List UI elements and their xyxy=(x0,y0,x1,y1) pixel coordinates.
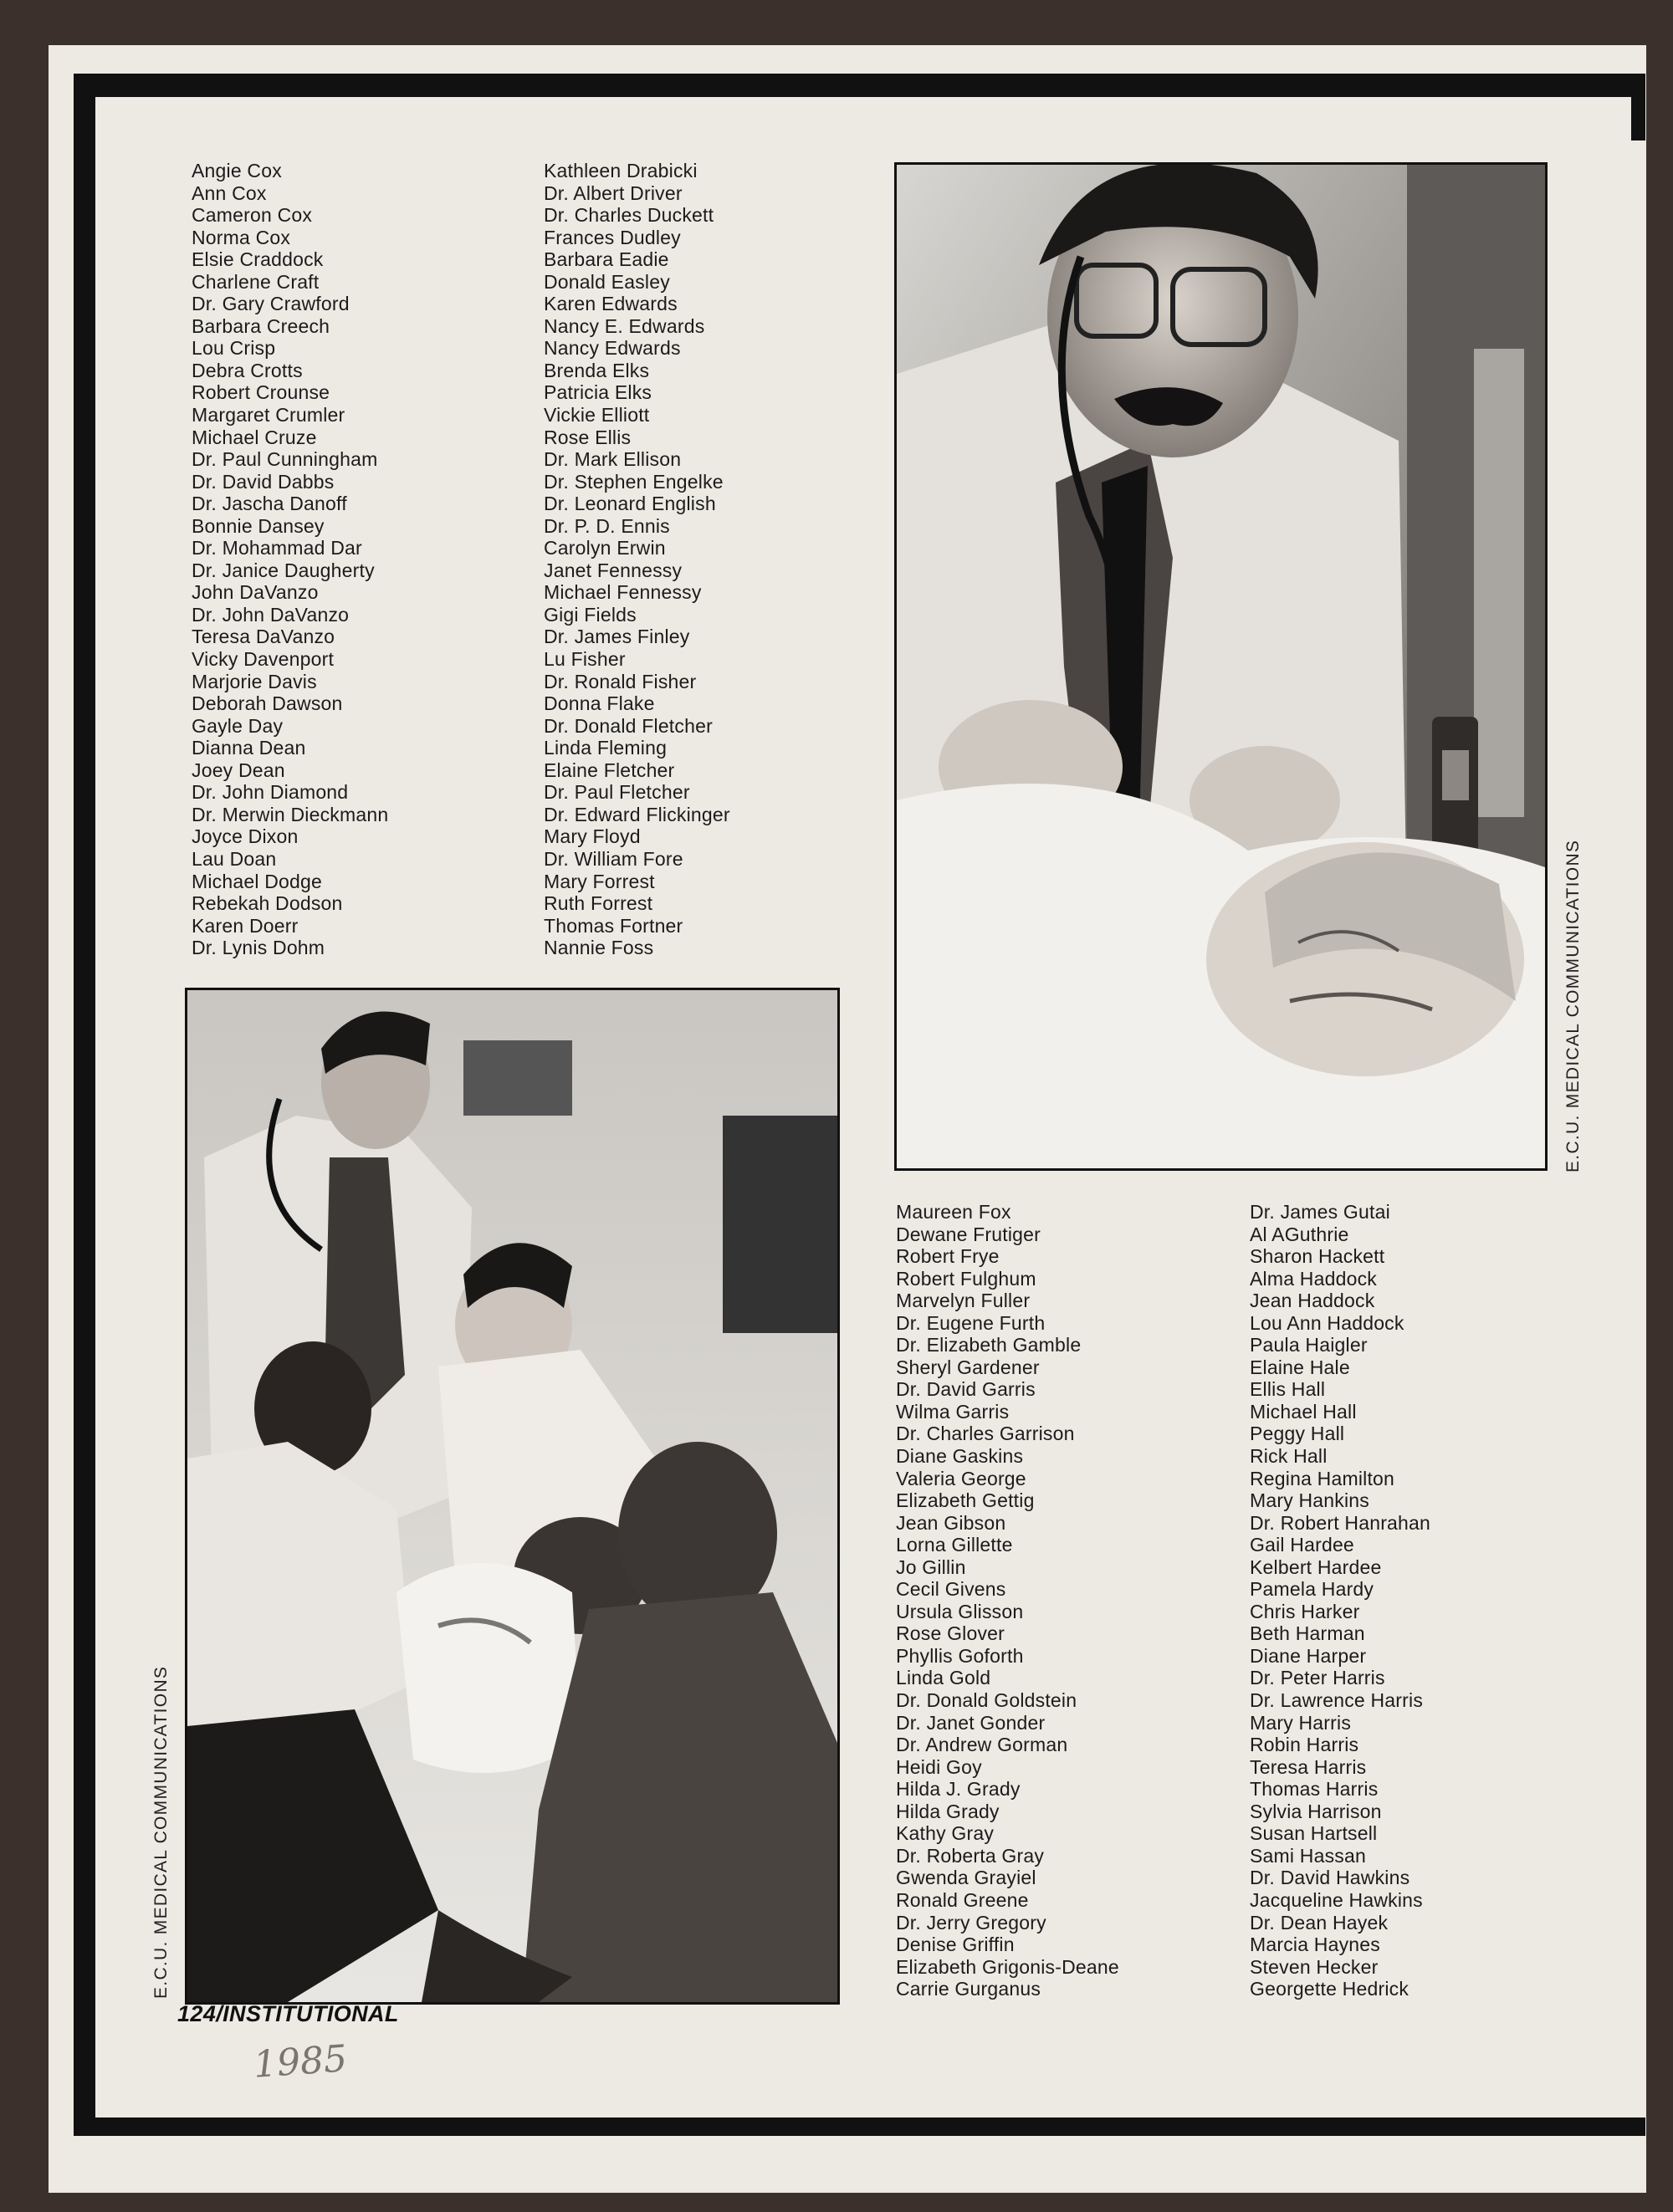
page-border-left xyxy=(74,74,95,2124)
name-entry: Dr. Andrew Gorman xyxy=(896,1734,1068,1756)
name-entry: Dr. Mark Ellison xyxy=(544,448,682,471)
name-entry: Janet Fennessy xyxy=(544,559,683,581)
name-entry: Michael Fennessy xyxy=(544,581,702,604)
name-entry: Sylvia Harrison xyxy=(1250,1800,1382,1822)
name-entry: Barbara Creech xyxy=(192,314,330,337)
photo-medical-team-with-infant xyxy=(185,988,840,2005)
name-entry: Bonnie Dansey xyxy=(192,514,325,537)
name-entry: Robert Frye xyxy=(896,1245,1000,1268)
name-entry: Dr. Albert Driver xyxy=(544,181,683,204)
name-entry: Elizabeth Grigonis-Deane xyxy=(896,1955,1119,1978)
name-entry: Pamela Hardy xyxy=(1250,1578,1374,1601)
name-entry: Dr. Jascha Danoff xyxy=(192,493,347,515)
name-entry: Beth Harman xyxy=(1250,1622,1365,1645)
name-entry: Patricia Elks xyxy=(544,381,652,404)
name-entry: Michael Cruze xyxy=(192,426,317,448)
name-entry: Rose Glover xyxy=(896,1622,1005,1645)
name-entry: Dewane Frutiger xyxy=(896,1223,1041,1245)
name-entry: Dr. Merwin Dieckmann xyxy=(192,803,389,825)
name-entry: Georgette Hedrick xyxy=(1250,1978,1410,2000)
name-entry: Dr. David Garris xyxy=(896,1378,1036,1401)
name-entry: Al AGuthrie xyxy=(1250,1223,1349,1245)
name-entry: Dr. Peter Harris xyxy=(1250,1667,1385,1689)
names-column-1 xyxy=(192,160,388,959)
name-entry: Dr. Stephen Engelke xyxy=(544,470,724,493)
name-entry: Carolyn Erwin xyxy=(544,537,666,559)
name-entry: Frances Dudley xyxy=(544,226,681,248)
name-entry: Dr. Dean Hayek xyxy=(1250,1911,1389,1934)
name-entry: Gigi Fields xyxy=(544,603,637,626)
name-entry: Dr. Lawrence Harris xyxy=(1250,1689,1424,1712)
name-entry: Lorna Gillette xyxy=(896,1534,1013,1556)
name-entry: Dr. Donald Goldstein xyxy=(896,1689,1077,1712)
name-entry: Dr. Paul Fletcher xyxy=(544,781,690,804)
name-entry: Joey Dean xyxy=(192,759,285,781)
name-entry: Dr. John Diamond xyxy=(192,781,349,804)
name-entry: Denise Griffin xyxy=(896,1934,1015,1956)
name-entry: Dianna Dean xyxy=(192,737,306,759)
page-border-right xyxy=(1631,74,1645,140)
names-column-3 xyxy=(896,1201,1119,2000)
name-entry: Dr. Janice Daugherty xyxy=(192,559,375,581)
name-entry: Wilma Garris xyxy=(896,1400,1010,1423)
name-entry: Dr. Lynis Dohm xyxy=(192,937,325,959)
name-entry: Thomas Fortner xyxy=(544,914,683,937)
name-entry: Donald Easley xyxy=(544,270,670,293)
name-entry: Peggy Hall xyxy=(1250,1423,1345,1445)
name-entry: Kathleen Drabicki xyxy=(544,160,698,181)
name-entry: Mary Hankins xyxy=(1250,1489,1369,1512)
name-entry: Robert Crounse xyxy=(192,381,330,404)
name-entry: Elizabeth Gettig xyxy=(896,1489,1035,1512)
name-entry: Elsie Craddock xyxy=(192,248,324,271)
name-entry: Steven Hecker xyxy=(1250,1955,1379,1978)
name-entry: Kelbert Hardee xyxy=(1250,1556,1382,1578)
photo-doctor-examining-infant xyxy=(894,162,1548,1171)
name-entry: Dr. Donald Fletcher xyxy=(544,714,713,737)
name-entry: Ursula Glisson xyxy=(896,1600,1024,1622)
names-column-4 xyxy=(1250,1201,1430,2000)
photo-medical-team-with-infant-image xyxy=(187,990,837,2002)
name-entry: Jean Haddock xyxy=(1250,1290,1375,1312)
name-entry: Lau Doan xyxy=(192,847,277,870)
name-entry: Chris Harker xyxy=(1250,1600,1360,1622)
name-entry: Elaine Fletcher xyxy=(544,759,675,781)
photo-doctor-examining-infant-image xyxy=(897,165,1545,1168)
name-entry: Nancy Edwards xyxy=(544,337,681,360)
name-entry: Rebekah Dodson xyxy=(192,892,343,915)
name-entry: Vickie Elliott xyxy=(544,404,650,427)
name-entry: Dr. Eugene Furth xyxy=(896,1311,1046,1334)
names-column-2 xyxy=(544,160,730,959)
name-entry: Sami Hassan xyxy=(1250,1844,1366,1867)
name-entry: Teresa DaVanzo xyxy=(192,626,335,648)
name-entry: Lou Crisp xyxy=(192,337,276,360)
name-entry: Norma Cox xyxy=(192,226,291,248)
name-entry: Cameron Cox xyxy=(192,204,313,227)
name-entry: Michael Hall xyxy=(1250,1400,1357,1423)
name-entry: Dr. Janet Gonder xyxy=(896,1711,1046,1734)
name-entry: Diane Harper xyxy=(1250,1644,1367,1667)
name-entry: Margaret Crumler xyxy=(192,404,345,427)
name-entry: Mary Harris xyxy=(1250,1711,1352,1734)
name-entry: Susan Hartsell xyxy=(1250,1822,1378,1845)
name-entry: Marvelyn Fuller xyxy=(896,1290,1031,1312)
name-entry: Rick Hall xyxy=(1250,1445,1328,1468)
name-entry: Nannie Foss xyxy=(544,937,654,959)
name-entry: Dr. Gary Crawford xyxy=(192,293,350,315)
name-entry: Heidi Goy xyxy=(896,1755,982,1778)
name-entry: Dr. David Dabbs xyxy=(192,470,335,493)
name-entry: Cecil Givens xyxy=(896,1578,1006,1601)
name-entry: Ellis Hall xyxy=(1250,1378,1326,1401)
name-entry: Elaine Hale xyxy=(1250,1356,1350,1378)
name-entry: Robin Harris xyxy=(1250,1734,1359,1756)
name-entry: Dr. Ronald Fisher xyxy=(544,670,697,692)
name-entry: Kathy Gray xyxy=(896,1822,995,1845)
name-entry: Donna Flake xyxy=(544,692,655,715)
name-entry: Gayle Day xyxy=(192,714,284,737)
page-border-bottom xyxy=(74,2117,1645,2136)
page-border-top xyxy=(74,74,1645,97)
name-entry: Dr. Charles Garrison xyxy=(896,1423,1075,1445)
name-entry: Marcia Haynes xyxy=(1250,1934,1380,1956)
name-entry: Lou Ann Haddock xyxy=(1250,1311,1404,1334)
name-entry: Dr. John DaVanzo xyxy=(192,603,350,626)
name-entry: Phyllis Goforth xyxy=(896,1644,1024,1667)
name-entry: John DaVanzo xyxy=(192,581,319,604)
name-entry: Alma Haddock xyxy=(1250,1267,1377,1290)
name-entry: Robert Fulghum xyxy=(896,1267,1036,1290)
name-entry: Michael Dodge xyxy=(192,870,323,892)
name-entry: Vicky Davenport xyxy=(192,648,335,671)
name-entry: Angie Cox xyxy=(192,160,282,181)
name-entry: Dr. David Hawkins xyxy=(1250,1867,1410,1889)
name-entry: Debra Crotts xyxy=(192,359,303,381)
photo-credit-left: E.C.U. MEDICAL COMMUNICATIONS xyxy=(151,1665,171,1999)
name-entry: Jo Gillin xyxy=(896,1556,966,1578)
name-entry: Mary Floyd xyxy=(544,825,641,848)
name-entry: Mary Forrest xyxy=(544,870,655,892)
name-entry: Joyce Dixon xyxy=(192,825,299,848)
name-entry: Gail Hardee xyxy=(1250,1534,1354,1556)
name-entry: Teresa Harris xyxy=(1250,1755,1367,1778)
page-number-section-label: 124/INSTITUTIONAL xyxy=(177,2001,399,2026)
name-entry: Barbara Eadie xyxy=(544,248,669,271)
name-entry: Valeria George xyxy=(896,1467,1026,1489)
name-entry: Dr. Jerry Gregory xyxy=(896,1911,1046,1934)
handwritten-year-annotation: 1985 xyxy=(252,2037,349,2087)
name-entry: Dr. William Fore xyxy=(544,847,683,870)
name-entry: Jacqueline Hawkins xyxy=(1250,1888,1423,1911)
name-entry: Dr. Robert Hanrahan xyxy=(1250,1511,1431,1534)
name-entry: Ruth Forrest xyxy=(544,892,653,915)
name-entry: Ronald Greene xyxy=(896,1888,1029,1911)
name-entry: Dr. James Gutai xyxy=(1250,1201,1390,1223)
name-entry: Brenda Elks xyxy=(544,359,650,381)
name-entry: Dr. Edward Flickinger xyxy=(544,803,730,825)
name-entry: Jean Gibson xyxy=(896,1511,1006,1534)
name-entry: Deborah Dawson xyxy=(192,692,343,715)
photo-credit-right: E.C.U. MEDICAL COMMUNICATIONS xyxy=(1563,839,1583,1172)
name-entry: Dr. Paul Cunningham xyxy=(192,448,378,471)
name-entry: Marjorie Davis xyxy=(192,670,317,692)
name-entry: Dr. Elizabeth Gamble xyxy=(896,1334,1082,1356)
name-entry: Hilda Grady xyxy=(896,1800,1000,1822)
name-entry: Gwenda Grayiel xyxy=(896,1867,1036,1889)
name-entry: Carrie Gurganus xyxy=(896,1978,1041,2000)
name-entry: Lu Fisher xyxy=(544,648,626,671)
name-entry: Nancy E. Edwards xyxy=(544,314,705,337)
name-entry: Linda Fleming xyxy=(544,737,668,759)
name-entry: Rose Ellis xyxy=(544,426,632,448)
name-entry: Regina Hamilton xyxy=(1250,1467,1395,1489)
name-entry: Sheryl Gardener xyxy=(896,1356,1040,1378)
name-entry: Paula Haigler xyxy=(1250,1334,1368,1356)
name-entry: Dr. Leonard English xyxy=(544,493,716,515)
name-entry: Diane Gaskins xyxy=(896,1445,1024,1468)
name-entry: Dr. James Finley xyxy=(544,626,690,648)
name-entry: Dr. Charles Duckett xyxy=(544,204,714,227)
name-entry: Hilda J. Grady xyxy=(896,1778,1021,1801)
name-entry: Dr. Mohammad Dar xyxy=(192,537,362,559)
name-entry: Dr. Roberta Gray xyxy=(896,1844,1045,1867)
name-entry: Maureen Fox xyxy=(896,1201,1011,1223)
name-entry: Thomas Harris xyxy=(1250,1778,1379,1801)
name-entry: Karen Doerr xyxy=(192,914,299,937)
name-entry: Dr. P. D. Ennis xyxy=(544,514,670,537)
name-entry: Linda Gold xyxy=(896,1667,991,1689)
name-entry: Karen Edwards xyxy=(544,293,678,315)
name-entry: Sharon Hackett xyxy=(1250,1245,1385,1268)
name-entry: Ann Cox xyxy=(192,181,267,204)
name-entry: Charlene Craft xyxy=(192,270,320,293)
